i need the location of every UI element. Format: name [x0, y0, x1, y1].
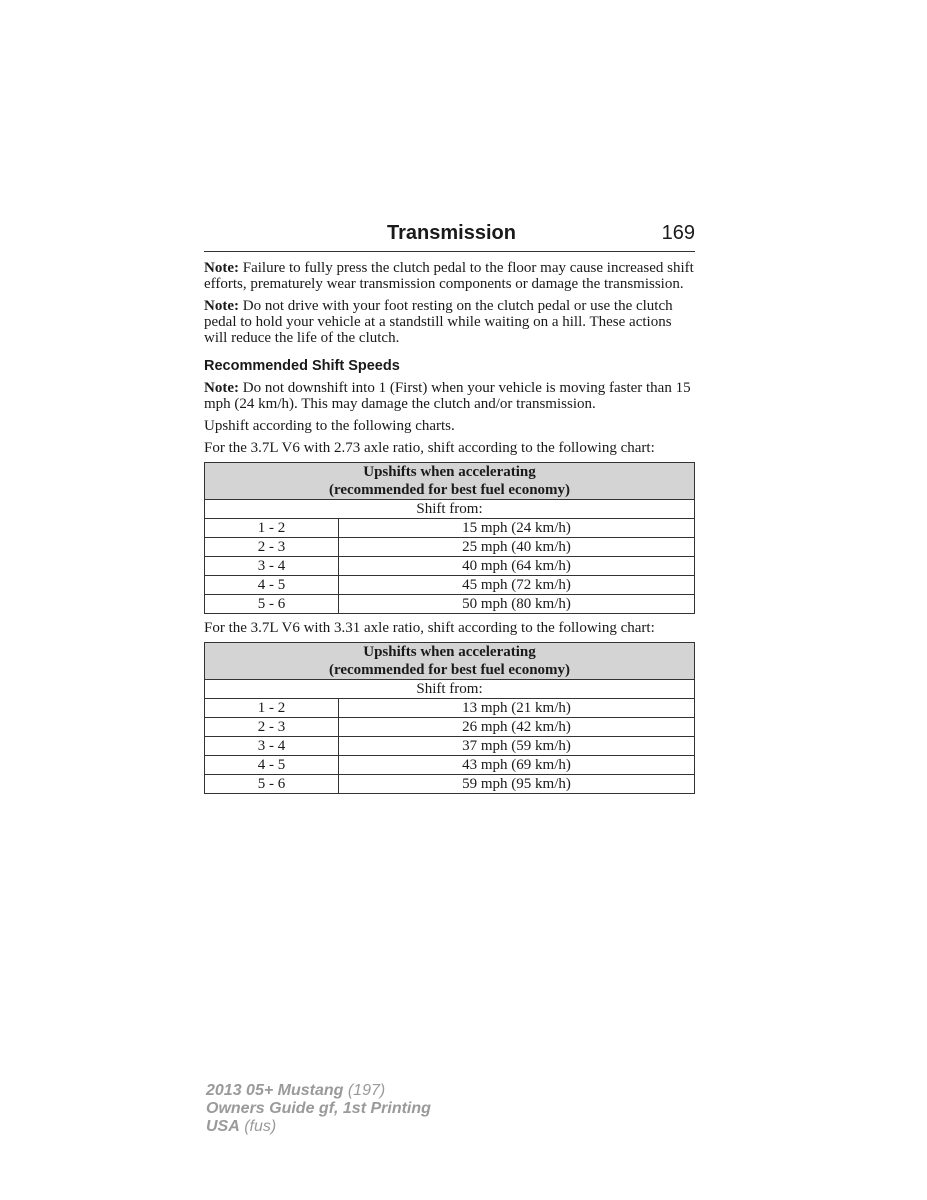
- table-row: [205, 557, 695, 576]
- footer-market: USA: [206, 1118, 240, 1135]
- note-text: Do not downshift into 1 (First) when your vehicle is moving faster than 15 mph (24 km/h). This may damage the clutch and/or transmission.: [204, 380, 691, 412]
- table-row: [205, 519, 695, 538]
- speed-cell: 26 mph (42 km/h): [339, 718, 695, 737]
- table-title: [205, 463, 695, 500]
- table-row: [205, 718, 695, 737]
- page-title: Transmission: [387, 222, 516, 244]
- speed-cell: 45 mph (72 km/h): [339, 576, 695, 595]
- speed-cell: 40 mph (64 km/h): [339, 557, 695, 576]
- shift-table-273: [204, 462, 695, 614]
- footer-line-3: [206, 1118, 431, 1136]
- section-heading: Recommended Shift Speeds: [204, 358, 400, 374]
- table-row: [205, 775, 695, 794]
- page-body: [204, 260, 695, 794]
- table-title-line2: (recommended for best fuel economy): [328, 482, 571, 498]
- note-label: Note:: [204, 380, 239, 396]
- gear-cell: 4 - 5: [205, 576, 339, 595]
- gear-cell: 1 - 2: [205, 699, 339, 718]
- speed-cell: 50 mph (80 km/h): [339, 595, 695, 614]
- page-header: [204, 222, 695, 252]
- footer-printing: Owners Guide gf, 1st Printing: [206, 1100, 431, 1117]
- note-clutch-press: [204, 260, 695, 292]
- page-number: 169: [661, 222, 695, 244]
- gear-cell: 5 - 6: [205, 595, 339, 614]
- speed-cell: 43 mph (69 km/h): [339, 756, 695, 775]
- gear-cell: 2 - 3: [205, 538, 339, 557]
- table-row: [205, 576, 695, 595]
- gear-cell: 2 - 3: [205, 718, 339, 737]
- table-subheader: Shift from:: [205, 500, 695, 519]
- footer-model-code: (197): [343, 1082, 386, 1099]
- footer-market-code: (fus): [239, 1118, 277, 1135]
- table-row: [205, 538, 695, 557]
- table-title-line1: Upshifts when accelerating: [363, 464, 536, 480]
- speed-cell: 15 mph (24 km/h): [339, 519, 695, 538]
- shift-table-331: [204, 642, 695, 794]
- note-text: Failure to fully press the clutch pedal to the floor may cause increased shift efforts, prematurely wear transmission components or damage the transmission.: [204, 260, 694, 292]
- table-title-line1: Upshifts when accelerating: [363, 644, 536, 660]
- table-row: [205, 756, 695, 775]
- gear-cell: 3 - 4: [205, 557, 339, 576]
- gear-cell: 3 - 4: [205, 737, 339, 756]
- table-row: [205, 595, 695, 614]
- table-row: [205, 737, 695, 756]
- speed-cell: 13 mph (21 km/h): [339, 699, 695, 718]
- table-caption: For the 3.7L V6 with 3.31 axle ratio, shift according to the following chart:: [204, 620, 655, 636]
- manual-page: [204, 222, 695, 794]
- note-label: Note:: [204, 260, 239, 276]
- footer-line-1: [206, 1082, 431, 1100]
- footer-line-2: [206, 1100, 431, 1118]
- table-subheader: Shift from:: [205, 680, 695, 699]
- table-row: [205, 699, 695, 718]
- speed-cell: 25 mph (40 km/h): [339, 538, 695, 557]
- table-title-line2: (recommended for best fuel economy): [328, 662, 571, 678]
- note-downshift: [204, 380, 695, 412]
- gear-cell: 5 - 6: [205, 775, 339, 794]
- table-title: [205, 643, 695, 680]
- print-footer: [206, 1082, 431, 1136]
- footer-model: 2013 05+ Mustang: [206, 1082, 344, 1099]
- note-label: Note:: [204, 298, 239, 314]
- gear-cell: 4 - 5: [205, 756, 339, 775]
- intro-text: Upshift according to the following charts.: [204, 418, 455, 434]
- speed-cell: 37 mph (59 km/h): [339, 737, 695, 756]
- table-caption: For the 3.7L V6 with 2.73 axle ratio, shift according to the following chart:: [204, 440, 655, 456]
- gear-cell: 1 - 2: [205, 519, 339, 538]
- note-clutch-resting: [204, 298, 695, 346]
- note-text: Do not drive with your foot resting on the clutch pedal or use the clutch pedal to hold your vehicle at a standstill while waiting on a hill. These actions will reduce the life of the clutch.: [204, 298, 673, 346]
- speed-cell: 59 mph (95 km/h): [339, 775, 695, 794]
